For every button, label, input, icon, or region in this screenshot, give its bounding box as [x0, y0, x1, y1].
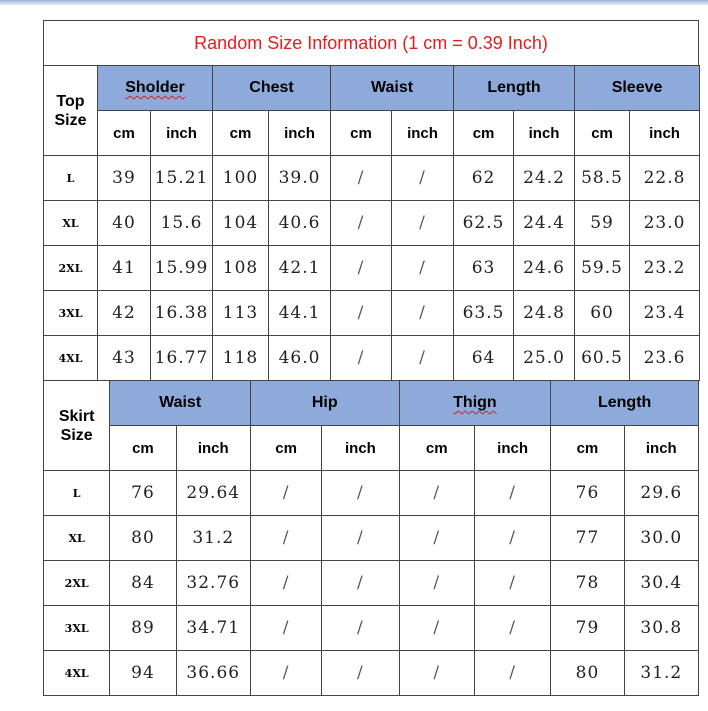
unit-header: inch	[151, 111, 213, 156]
table-cell: 23.4	[630, 291, 700, 336]
table-cell: 59.5	[575, 246, 630, 291]
table-cell: /	[250, 606, 321, 651]
unit-header: cm	[575, 111, 630, 156]
table-cell: 32.76	[176, 561, 250, 606]
table-cell: /	[399, 516, 474, 561]
table-cell: /	[250, 651, 321, 696]
table-cell: /	[331, 336, 392, 381]
skirt-size-table	[43, 380, 699, 696]
table-row	[44, 336, 700, 381]
table-cell: 23.0	[630, 201, 700, 246]
table-cell: 31.2	[624, 651, 698, 696]
table-cell: 30.8	[624, 606, 698, 651]
table-cell: 15.21	[151, 156, 213, 201]
top-size-label-line2: Size	[54, 111, 87, 129]
table-cell: 16.38	[151, 291, 213, 336]
table-cell: /	[250, 561, 321, 606]
table-cell: 60.5	[575, 336, 630, 381]
table-cell: /	[399, 561, 474, 606]
top-group-label: Sleeve	[611, 79, 663, 96]
table-cell: /	[250, 516, 321, 561]
table-cell: /	[474, 651, 550, 696]
unit-header: cm	[399, 426, 474, 471]
table-row	[44, 471, 699, 516]
table-cell: 41	[98, 246, 151, 291]
skirt-size-label	[44, 381, 110, 471]
skirt-group-label: Length	[597, 394, 652, 411]
unit-header: inch	[514, 111, 575, 156]
table-cell: 43	[98, 336, 151, 381]
table-cell: /	[392, 246, 454, 291]
table-row	[44, 291, 700, 336]
table-cell: 118	[213, 336, 269, 381]
table-row	[44, 651, 699, 696]
table-cell: 58.5	[575, 156, 630, 201]
table-cell: 80	[110, 516, 176, 561]
top-size-label-line1: Top	[56, 92, 85, 110]
table-cell: 24.2	[514, 156, 575, 201]
top-group-waist	[331, 66, 454, 111]
table-cell: /	[250, 471, 321, 516]
top-units-row	[44, 111, 700, 156]
unit-header: inch	[269, 111, 331, 156]
table-cell: /	[392, 291, 454, 336]
table-row	[44, 156, 700, 201]
table-row	[44, 606, 699, 651]
table-cell: 78	[551, 561, 624, 606]
size-label: XL	[44, 201, 98, 246]
unit-header: cm	[331, 111, 392, 156]
table-cell: 15.99	[151, 246, 213, 291]
table-cell: /	[474, 516, 550, 561]
size-label: 4XL	[44, 336, 98, 381]
table-cell: 84	[110, 561, 176, 606]
table-cell: 16.77	[151, 336, 213, 381]
table-cell: 60	[575, 291, 630, 336]
table-cell: 94	[110, 651, 176, 696]
table-cell: 44.1	[269, 291, 331, 336]
unit-header: cm	[454, 111, 514, 156]
table-cell: 77	[551, 516, 624, 561]
top-size-table	[43, 65, 700, 381]
table-cell: 22.8	[630, 156, 700, 201]
table-cell: /	[474, 561, 550, 606]
size-label: 4XL	[44, 651, 110, 696]
table-cell: 30.0	[624, 516, 698, 561]
top-group-label: Waist	[370, 79, 414, 96]
table-cell: /	[399, 606, 474, 651]
unit-header: cm	[98, 111, 151, 156]
table-cell: 63.5	[454, 291, 514, 336]
top-body	[44, 156, 700, 381]
table-cell: /	[474, 606, 550, 651]
table-cell: 62.5	[454, 201, 514, 246]
size-label: L	[44, 156, 98, 201]
size-label: 3XL	[44, 291, 98, 336]
table-cell: 80	[551, 651, 624, 696]
size-label: 2XL	[44, 246, 98, 291]
table-cell: 31.2	[176, 516, 250, 561]
size-label: XL	[44, 516, 110, 561]
table-cell: 29.6	[624, 471, 698, 516]
top-group-sholder	[98, 66, 213, 111]
table-cell: 63	[454, 246, 514, 291]
skirt-group-waist	[110, 381, 251, 426]
top-group-chest	[213, 66, 331, 111]
table-cell: 39.0	[269, 156, 331, 201]
table-cell: /	[399, 651, 474, 696]
table-cell: 15.6	[151, 201, 213, 246]
unit-header: inch	[630, 111, 700, 156]
table-cell: 24.4	[514, 201, 575, 246]
table-row	[44, 516, 699, 561]
table-cell: 25.0	[514, 336, 575, 381]
skirt-group-label: Waist	[159, 394, 202, 411]
table-cell: /	[331, 291, 392, 336]
table-cell: 23.2	[630, 246, 700, 291]
table-cell: 79	[551, 606, 624, 651]
table-cell: /	[392, 156, 454, 201]
skirt-group-length	[551, 381, 699, 426]
skirt-group-label: Thign	[453, 394, 497, 411]
top-group-sleeve	[575, 66, 700, 111]
top-group-length	[454, 66, 575, 111]
table-cell: 104	[213, 201, 269, 246]
chart-title: Random Size Information (1 cm = 0.39 Inch)	[43, 20, 699, 65]
skirt-body	[44, 471, 699, 696]
unit-header: cm	[213, 111, 269, 156]
table-cell: 76	[551, 471, 624, 516]
table-cell: 40.6	[269, 201, 331, 246]
table-cell: 100	[213, 156, 269, 201]
skirt-group-hip	[250, 381, 399, 426]
table-cell: 113	[213, 291, 269, 336]
table-cell: 24.8	[514, 291, 575, 336]
top-group-label: Sholder	[125, 79, 185, 96]
unit-header: cm	[551, 426, 624, 471]
unit-header: inch	[392, 111, 454, 156]
top-group-label: Chest	[249, 79, 294, 96]
table-cell: 108	[213, 246, 269, 291]
size-label: L	[44, 471, 110, 516]
table-cell: /	[331, 201, 392, 246]
table-cell: /	[331, 246, 392, 291]
skirt-group-label: Hip	[311, 394, 338, 411]
table-cell: 59	[575, 201, 630, 246]
table-cell: /	[392, 336, 454, 381]
top-gradient-strip	[0, 0, 708, 5]
table-cell: 46.0	[269, 336, 331, 381]
table-cell: 36.66	[176, 651, 250, 696]
table-cell: 23.6	[630, 336, 700, 381]
table-cell: 89	[110, 606, 176, 651]
table-cell: /	[392, 201, 454, 246]
unit-header: inch	[176, 426, 250, 471]
table-cell: 24.6	[514, 246, 575, 291]
table-cell: /	[322, 561, 399, 606]
table-row	[44, 201, 700, 246]
unit-header: inch	[624, 426, 698, 471]
unit-header: cm	[110, 426, 176, 471]
table-cell: 34.71	[176, 606, 250, 651]
top-group-label: Length	[487, 79, 541, 96]
table-row	[44, 561, 699, 606]
table-cell: 62	[454, 156, 514, 201]
table-cell: 40	[98, 201, 151, 246]
size-label: 2XL	[44, 561, 110, 606]
table-cell: /	[331, 156, 392, 201]
size-chart	[43, 20, 699, 696]
table-cell: 76	[110, 471, 176, 516]
table-cell: /	[322, 516, 399, 561]
skirt-size-label-line1: Skirt	[58, 407, 95, 425]
table-cell: /	[322, 471, 399, 516]
table-cell: 39	[98, 156, 151, 201]
skirt-group-thign	[399, 381, 551, 426]
top-size-label	[44, 66, 98, 156]
table-row	[44, 246, 700, 291]
table-cell: 30.4	[624, 561, 698, 606]
table-cell: 64	[454, 336, 514, 381]
table-cell: /	[322, 606, 399, 651]
table-cell: 29.64	[176, 471, 250, 516]
size-label: 3XL	[44, 606, 110, 651]
table-cell: /	[474, 471, 550, 516]
unit-header: cm	[250, 426, 321, 471]
table-cell: 42.1	[269, 246, 331, 291]
table-cell: 42	[98, 291, 151, 336]
table-cell: /	[399, 471, 474, 516]
unit-header: inch	[322, 426, 399, 471]
skirt-units-row	[44, 426, 699, 471]
table-cell: /	[322, 651, 399, 696]
skirt-size-label-line2: Size	[60, 426, 93, 444]
unit-header: inch	[474, 426, 550, 471]
